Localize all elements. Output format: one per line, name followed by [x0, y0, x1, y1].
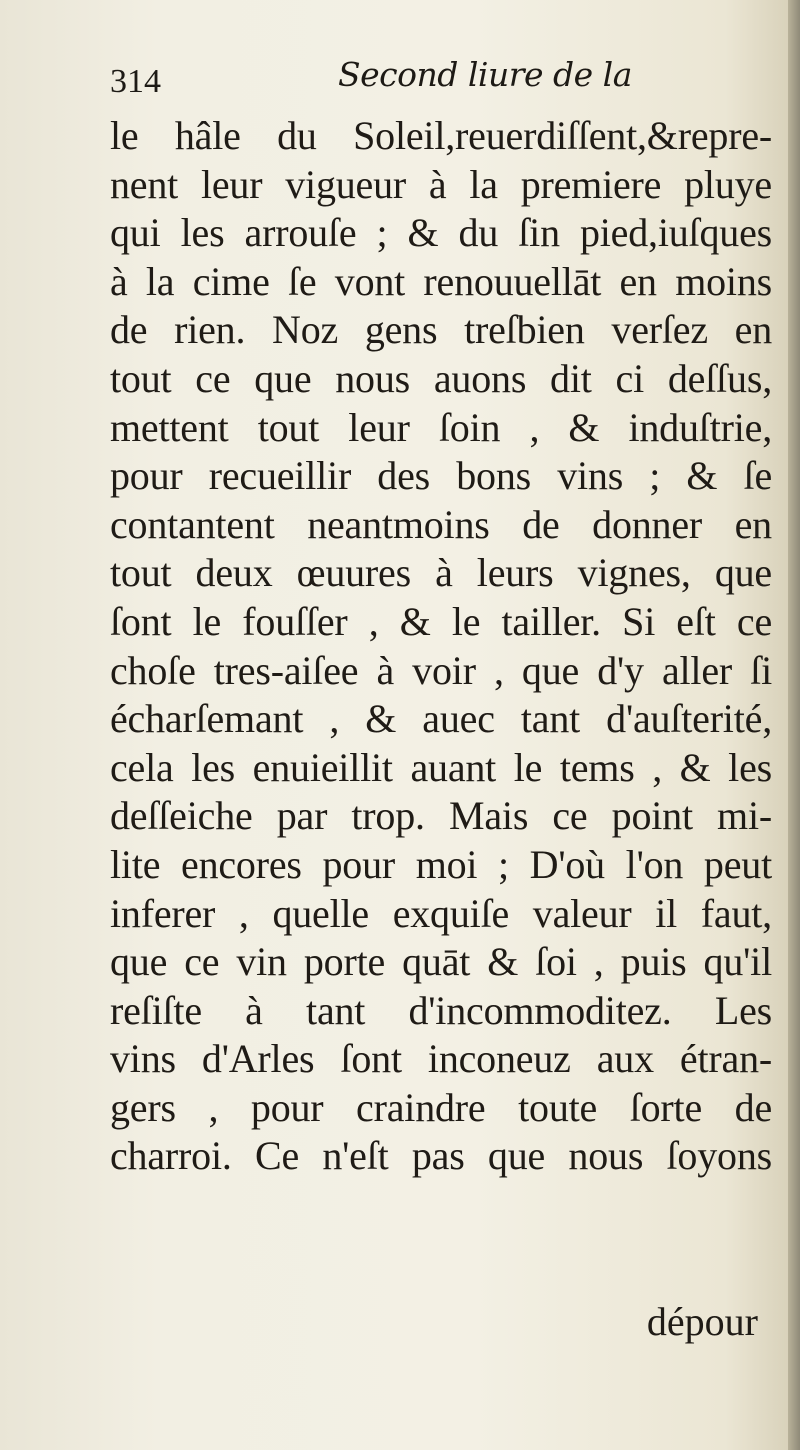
text-line: gers , pour craindre toute ſorte de: [110, 1084, 772, 1130]
text-line: ſont le fouſſer , & le tailler. Si eſt ce: [110, 598, 772, 644]
catchword: dépour: [646, 1299, 758, 1344]
text-line: contantent neantmoins de donner en: [110, 501, 772, 547]
text-line: lite encores pour moi ; D'où l'on peut: [110, 841, 772, 887]
text-line: charroi. Ce n'eſt pas que nous ſoyons: [110, 1133, 772, 1179]
page-header: [110, 55, 770, 115]
text-line: qui les arrouſe ; & du ſin pied,iuſques: [110, 210, 772, 256]
text-line: reſiſte à tant d'incommoditez. Les: [110, 987, 772, 1033]
text-line: pour recueillir des bons vins ; & ſe: [110, 453, 772, 499]
text-line: à la cime ſe vont renouuellāt en moins: [110, 258, 772, 304]
text-line: vins d'Arles ſont inconeuz aux étran-: [110, 1036, 772, 1082]
text-line: de rien. Noz gens treſbien verſez en: [110, 307, 772, 353]
text-line: tout deux œuures à leurs vignes, que: [110, 550, 772, 596]
text-line: mettent tout leur ſoin , & induſtrie,: [110, 404, 772, 450]
text-line: nent leur vigueur à la premiere pluye: [110, 161, 772, 207]
text-line: deſſeiche par trop. Mais ce point mi-: [110, 793, 772, 839]
running-head: Second liure de la: [338, 55, 632, 94]
text-line: le hâle du Soleil,reuerdiſſent,&repre-: [110, 113, 772, 158]
text-line: écharſemant , & auec tant d'auſterité,: [110, 696, 772, 742]
text-line: que ce vin porte quāt & ſoi , puis qu'il: [110, 939, 772, 985]
text-line: choſe tres-aiſee à voir , que d'y aller ſi: [110, 647, 772, 693]
page-number: 314: [110, 63, 161, 100]
page-edge: [788, 0, 800, 1450]
text-line: cela les enuieillit auant le tems , & les: [110, 744, 772, 790]
body-text: [110, 112, 772, 1181]
text-line: tout ce que nous auons dit ci deſſus,: [110, 355, 772, 401]
text-line: inferer , quelle exquiſe valeur il faut,: [110, 890, 772, 936]
